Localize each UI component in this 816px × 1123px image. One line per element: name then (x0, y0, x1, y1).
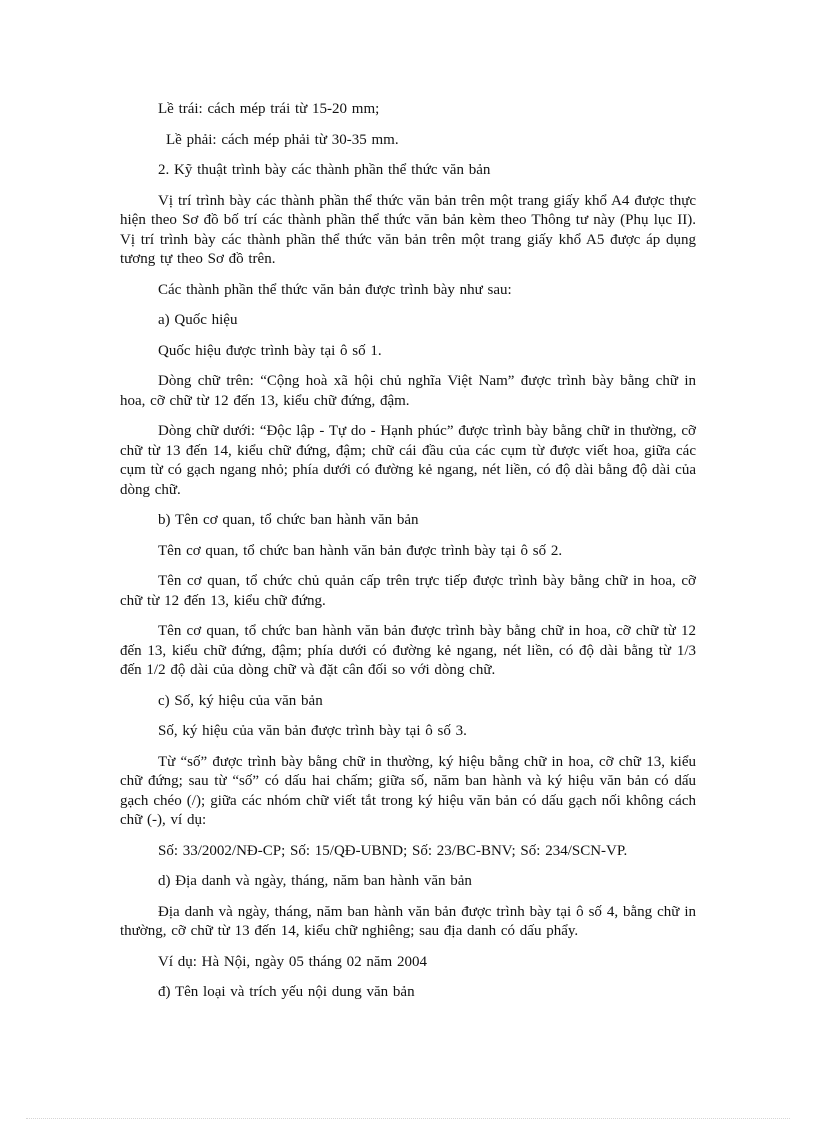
paragraph-bottom-line-rule: Dòng chữ dưới: “Độc lập - Tự do - Hạnh phúc” được trình bày bằng chữ in thường, cỡ chữ từ 13 đến 14, kiểu chữ đứng, đậm; chữ cái đầu của các cụm từ được viết hoa, giữa các cụm từ có gạch ngang nhỏ; phía dưới có đường kẻ ngang, nét liền, có độ dài bằng độ dài của dòng chữ. (120, 423, 696, 498)
right-margin-line: Lề phải: cách mép phải từ 30-35 mm. (166, 131, 399, 148)
paragraph-quoc-hieu-position: Quốc hiệu được trình bày tại ô số 1. (158, 342, 382, 359)
document-body (120, 100, 696, 1014)
paragraph-layout-position: Vị trí trình bày các thành phần thể thức văn bản trên một trang giấy khổ A4 được thực hiện theo Sơ đồ bố trí các thành phần thể thức văn bản kèm theo Thông tư này (Phụ lục II). Vị trí trình bày các thành phần thể thức văn bản trên một trang giấy khổ A5 được áp dụng tương tự theo Sơ đồ trên. (120, 192, 696, 267)
paragraph-top-line-rule: Dòng chữ trên: “Cộng hoà xã hội chủ nghĩa Việt Nam” được trình bày bằng chữ in hoa, cỡ chữ từ 12 đến 13, kiểu chữ đứng, đậm. (120, 373, 696, 409)
paragraph-components-intro: Các thành phần thể thức văn bản được trình bày như sau: (158, 281, 512, 298)
subheading-document-number: c) Số, ký hiệu của văn bản (158, 692, 323, 709)
subheading-quoc-hieu: a) Quốc hiệu (158, 312, 238, 328)
paragraph-issuing-agency-style: Tên cơ quan, tổ chức ban hành văn bản được trình bày bằng chữ in hoa, cỡ chữ từ 12 đến 13, kiểu chữ đứng, đậm; phía dưới có đường kẻ ngang, nét liền, có độ dài bằng từ 1/3 đến 1/2 độ dài của dòng chữ và đặt cân đối so với dòng chữ. (120, 623, 696, 678)
paragraph-agency-position: Tên cơ quan, tổ chức ban hành văn bản được trình bày tại ô số 2. (158, 542, 563, 559)
subheading-place-date: d) Địa danh và ngày, tháng, năm ban hành văn bản (158, 873, 472, 889)
left-margin-line: Lề trái: cách mép trái từ 15-20 mm; (158, 101, 380, 117)
section-heading-2: 2. Kỹ thuật trình bày các thành phần thể thức văn bản (158, 162, 491, 178)
paragraph-parent-agency-style: Tên cơ quan, tổ chức chủ quản cấp trên trực tiếp được trình bày bằng chữ in hoa, cỡ chữ từ 12 đến 13, kiểu chữ đứng. (120, 573, 696, 609)
page-bottom-divider (26, 1118, 790, 1119)
paragraph-number-position: Số, ký hiệu của văn bản được trình bày tại ô số 3. (158, 723, 467, 739)
example-document-numbers: Số: 33/2002/NĐ-CP; Số: 15/QĐ-UBND; Số: 23/BC-BNV; Số: 234/SCN-VP. (158, 842, 628, 859)
paragraph-number-style: Từ “số” được trình bày bằng chữ in thường, ký hiệu bằng chữ in hoa, cỡ chữ 13, kiểu chữ đứng; sau từ “số” có dấu hai chấm; giữa số, năm ban hành và ký hiệu văn bản có dấu gạch chéo (/); giữa các nhóm chữ viết tắt trong ký hiệu văn bản có dấu gạch nối không cách chữ (-), ví dụ: (120, 753, 696, 828)
subheading-document-type: đ) Tên loại và trích yếu nội dung văn bản (158, 984, 415, 1000)
paragraph-place-date-style: Địa danh và ngày, tháng, năm ban hành văn bản được trình bày tại ô số 4, bằng chữ in thường, cỡ chữ từ 13 đến 14, kiểu chữ nghiêng; sau địa danh có dấu phẩy. (120, 903, 696, 939)
example-place-date: Ví dụ: Hà Nội, ngày 05 tháng 02 năm 2004 (158, 953, 427, 970)
subheading-issuing-agency: b) Tên cơ quan, tổ chức ban hành văn bản (158, 512, 419, 528)
